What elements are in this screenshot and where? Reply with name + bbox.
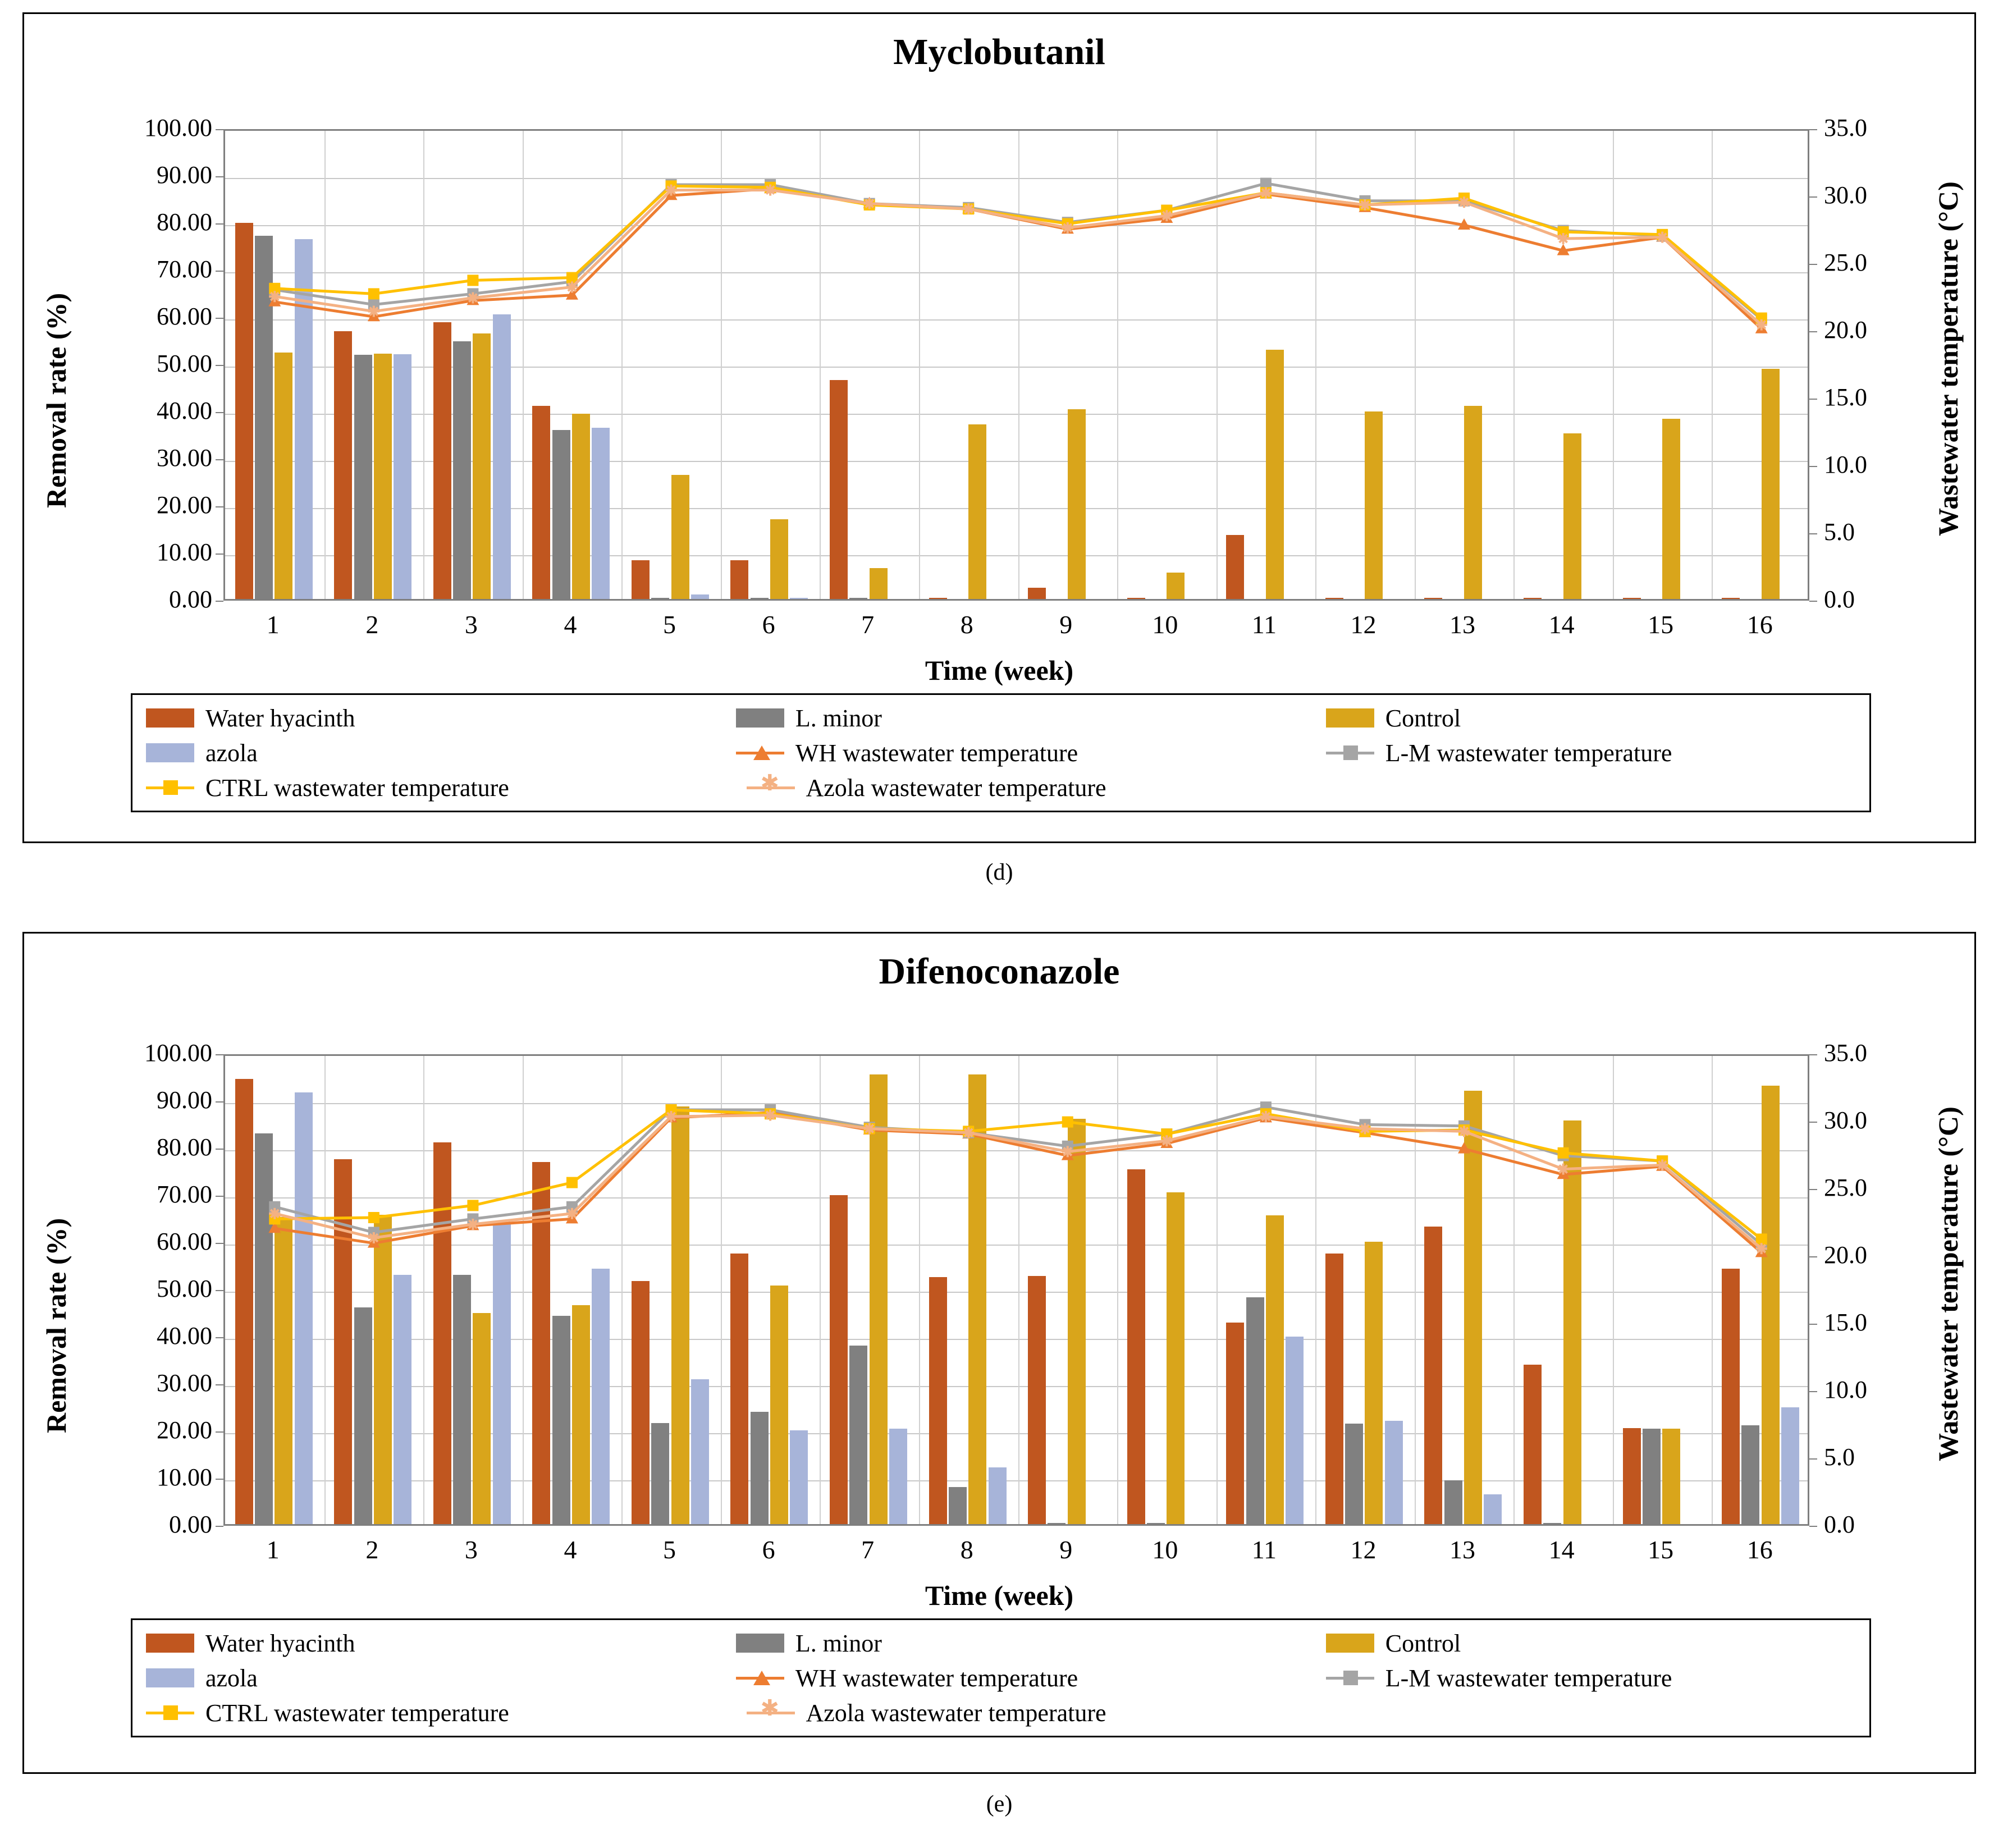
y-tick-label-right: 20.0: [1824, 1241, 1867, 1269]
legend-label: Azola wastewater temperature: [806, 1699, 1106, 1727]
x-tick-label: 15: [1648, 1535, 1674, 1564]
x-tick-label: 3: [464, 1535, 478, 1564]
tick-mark: [216, 1243, 223, 1244]
x-tick-label: 3: [464, 610, 478, 639]
tick-mark: [216, 223, 223, 225]
tick-mark: [1809, 1526, 1817, 1527]
plot-area-e: [223, 1054, 1809, 1526]
legend-item[interactable]: [146, 1695, 747, 1730]
y-tick-label-right: 25.0: [1824, 1174, 1867, 1201]
legend-item[interactable]: [146, 735, 736, 770]
legend-d: [131, 693, 1871, 812]
legend-label: WH wastewater temperature: [795, 739, 1078, 767]
x-tick-label: 9: [1059, 610, 1073, 639]
legend-line-icon: ✱: [747, 1703, 795, 1722]
tick-mark: [1809, 466, 1817, 467]
tick-mark: [216, 271, 223, 272]
legend-item[interactable]: [736, 1661, 1326, 1695]
tick-mark: [216, 129, 223, 130]
y-tick-label-left: 30.00: [157, 444, 212, 472]
y-tick-label-left: 30.00: [157, 1369, 212, 1397]
tick-mark: [216, 1479, 223, 1480]
tick-mark: [1809, 1391, 1817, 1392]
legend-label: L-M wastewater temperature: [1385, 739, 1672, 767]
y-tick-label-left: 60.00: [157, 1228, 212, 1255]
y-tick-label-right: 30.0: [1824, 181, 1867, 209]
y-tick-label-right: 10.0: [1824, 1376, 1867, 1403]
x-tick-label: 12: [1350, 610, 1377, 639]
tick-mark: [216, 318, 223, 319]
y-axis-label-left-d: Removal rate (%): [40, 292, 72, 508]
tick-mark: [1809, 1054, 1817, 1055]
tick-mark: [1809, 1122, 1817, 1123]
legend-line-icon: [1326, 1668, 1374, 1687]
legend-label: Water hyacinth: [205, 1629, 355, 1657]
legend-label: L-M wastewater temperature: [1385, 1664, 1672, 1692]
x-tick-label: 5: [663, 610, 676, 639]
y-tick-label-right: 35.0: [1824, 114, 1867, 141]
y-tick-label-left: 100.00: [144, 114, 212, 141]
panel-caption-e: (e): [986, 1791, 1013, 1817]
legend-label: L. minor: [795, 1629, 882, 1657]
x-tick-label: 14: [1548, 1535, 1575, 1564]
y-tick-label-left: 60.00: [157, 303, 212, 330]
x-tick-label: 1: [266, 610, 280, 639]
tick-mark: [1809, 1458, 1817, 1460]
y-tick-label-right: 10.0: [1824, 451, 1867, 478]
legend-item[interactable]: [1326, 735, 1856, 770]
legend-line-icon: [146, 778, 194, 797]
legend-label: azola: [205, 739, 258, 767]
x-tick-label: 14: [1548, 610, 1575, 639]
x-tick-label: 1: [266, 1535, 280, 1564]
tick-mark: [1809, 1189, 1817, 1190]
tick-mark: [216, 1526, 223, 1527]
temperature-lines: [225, 1056, 1811, 1527]
tick-mark: [216, 1384, 223, 1385]
tick-mark: [216, 506, 223, 507]
x-tick-label: 16: [1746, 1535, 1773, 1564]
tick-mark: [216, 176, 223, 177]
tick-mark: [1809, 129, 1817, 130]
legend-swatch-icon: [146, 1668, 194, 1687]
legend-swatch-icon: [146, 1634, 194, 1653]
tick-mark: [216, 554, 223, 555]
legend-swatch-icon: [736, 1634, 784, 1653]
legend-label: Water hyacinth: [205, 704, 355, 732]
tick-mark: [216, 1196, 223, 1197]
tick-mark: [1809, 533, 1817, 534]
y-tick-label-left: 0.00: [169, 1511, 212, 1538]
y-tick-label-right: 25.0: [1824, 249, 1867, 276]
y-tick-label-left: 20.00: [157, 491, 212, 519]
legend-item[interactable]: [146, 1661, 736, 1695]
x-tick-label: 11: [1251, 1535, 1277, 1564]
chart-panel-difenoconazole: [22, 932, 1976, 1774]
legend-swatch-icon: [146, 708, 194, 728]
y-tick-label-left: 80.00: [157, 1133, 212, 1161]
legend-e: [131, 1618, 1871, 1737]
y-tick-label-left: 0.00: [169, 585, 212, 613]
y-tick-label-right: 5.0: [1824, 518, 1855, 546]
x-tick-label: 5: [663, 1535, 676, 1564]
y-axis-label-right-d: Wastewater temperature (°C): [1932, 181, 1964, 536]
legend-swatch-icon: [1326, 1634, 1374, 1653]
tick-mark: [216, 412, 223, 413]
legend-line-icon: [146, 1703, 194, 1722]
y-axis-label-right-e: Wastewater temperature (°C): [1932, 1106, 1964, 1461]
y-tick-label-right: 20.0: [1824, 316, 1867, 344]
y-tick-label-left: 40.00: [157, 1322, 212, 1350]
y-tick-label-right: 5.0: [1824, 1443, 1855, 1471]
legend-label: azola: [205, 1664, 258, 1692]
x-tick-label: 6: [762, 1535, 775, 1564]
tick-mark: [216, 1101, 223, 1103]
y-tick-label-left: 70.00: [157, 255, 212, 283]
tick-mark: [216, 601, 223, 602]
x-tick-label: 11: [1251, 610, 1277, 639]
x-tick-label: 4: [564, 1535, 577, 1564]
y-tick-label-left: 90.00: [157, 1086, 212, 1114]
y-tick-label-left: 70.00: [157, 1181, 212, 1208]
legend-label: L. minor: [795, 704, 882, 732]
x-tick-label: 13: [1449, 610, 1476, 639]
tick-mark: [216, 1290, 223, 1291]
legend-label: CTRL wastewater temperature: [205, 1699, 509, 1727]
y-tick-label-right: 0.0: [1824, 1511, 1855, 1538]
tick-mark: [216, 459, 223, 460]
y-tick-label-left: 90.00: [157, 161, 212, 189]
tick-mark: [1809, 1324, 1817, 1325]
y-tick-label-left: 50.00: [157, 1275, 212, 1302]
chart-panel-myclobutanil: [22, 12, 1976, 843]
x-tick-label: 16: [1746, 610, 1773, 639]
legend-label: Azola wastewater temperature: [806, 774, 1106, 802]
legend-item[interactable]: [1326, 1661, 1856, 1695]
x-tick-label: 4: [564, 610, 577, 639]
chart-title-e: Difenoconazole: [879, 951, 1120, 992]
tick-mark: [1809, 331, 1817, 332]
legend-line-icon: ✱: [747, 778, 795, 797]
legend-line-icon: [736, 743, 784, 762]
legend-line-icon: [736, 1668, 784, 1687]
legend-item[interactable]: [146, 701, 736, 735]
x-tick-label: 6: [762, 610, 775, 639]
tick-mark: [1809, 1256, 1817, 1257]
temperature-lines: [225, 131, 1811, 602]
x-axis-label-d: Time (week): [925, 655, 1074, 686]
legend-item[interactable]: [747, 770, 1347, 805]
chart-title-d: Myclobutanil: [893, 31, 1105, 72]
legend-label: Control: [1385, 704, 1461, 732]
y-tick-label-right: 30.0: [1824, 1106, 1867, 1134]
tick-mark: [1809, 399, 1817, 400]
y-tick-label-right: 15.0: [1824, 383, 1867, 411]
y-tick-label-left: 10.00: [157, 1463, 212, 1491]
legend-item[interactable]: [736, 701, 1326, 735]
legend-item[interactable]: [146, 1626, 736, 1661]
legend-swatch-icon: [736, 708, 784, 728]
legend-line-icon: [1326, 743, 1374, 762]
x-tick-label: 2: [365, 610, 379, 639]
legend-item[interactable]: [747, 1695, 1347, 1730]
x-axis-label-e: Time (week): [925, 1580, 1074, 1611]
legend-item[interactable]: [1326, 1626, 1856, 1661]
legend-item[interactable]: [1326, 701, 1856, 735]
x-tick-label: 12: [1350, 1535, 1377, 1564]
tick-mark: [216, 365, 223, 366]
tick-mark: [216, 1149, 223, 1150]
x-tick-label: 13: [1449, 1535, 1476, 1564]
x-tick-label: 10: [1152, 610, 1178, 639]
legend-item[interactable]: [736, 1626, 1326, 1661]
panel-caption-d: (d): [985, 859, 1013, 885]
x-tick-label: 9: [1059, 1535, 1073, 1564]
y-tick-label-left: 100.00: [144, 1039, 212, 1067]
x-tick-label: 7: [861, 1535, 875, 1564]
x-tick-label: 10: [1152, 1535, 1178, 1564]
plot-area-d: [223, 129, 1809, 601]
tick-mark: [216, 1431, 223, 1433]
y-tick-label-left: 80.00: [157, 208, 212, 236]
y-tick-label-left: 50.00: [157, 350, 212, 377]
y-tick-label-left: 40.00: [157, 397, 212, 424]
legend-swatch-icon: [1326, 708, 1374, 728]
legend-label: WH wastewater temperature: [795, 1664, 1078, 1692]
y-tick-label-right: 35.0: [1824, 1039, 1867, 1067]
legend-label: CTRL wastewater temperature: [205, 774, 509, 802]
tick-mark: [1809, 196, 1817, 198]
y-axis-label-left-e: Removal rate (%): [40, 1218, 72, 1433]
y-tick-label-right: 15.0: [1824, 1309, 1867, 1336]
legend-swatch-icon: [146, 743, 194, 762]
x-tick-label: 2: [365, 1535, 379, 1564]
tick-mark: [216, 1337, 223, 1338]
y-tick-label-left: 20.00: [157, 1416, 212, 1444]
x-tick-label: 8: [960, 1535, 973, 1564]
tick-mark: [1809, 264, 1817, 265]
x-tick-label: 8: [960, 610, 973, 639]
x-tick-label: 7: [861, 610, 875, 639]
legend-label: Control: [1385, 1629, 1461, 1657]
legend-item[interactable]: [146, 770, 747, 805]
x-tick-label: 15: [1648, 610, 1674, 639]
y-tick-label-left: 10.00: [157, 538, 212, 566]
y-tick-label-right: 0.0: [1824, 585, 1855, 613]
legend-item[interactable]: [736, 735, 1326, 770]
tick-mark: [1809, 601, 1817, 602]
tick-mark: [216, 1054, 223, 1055]
